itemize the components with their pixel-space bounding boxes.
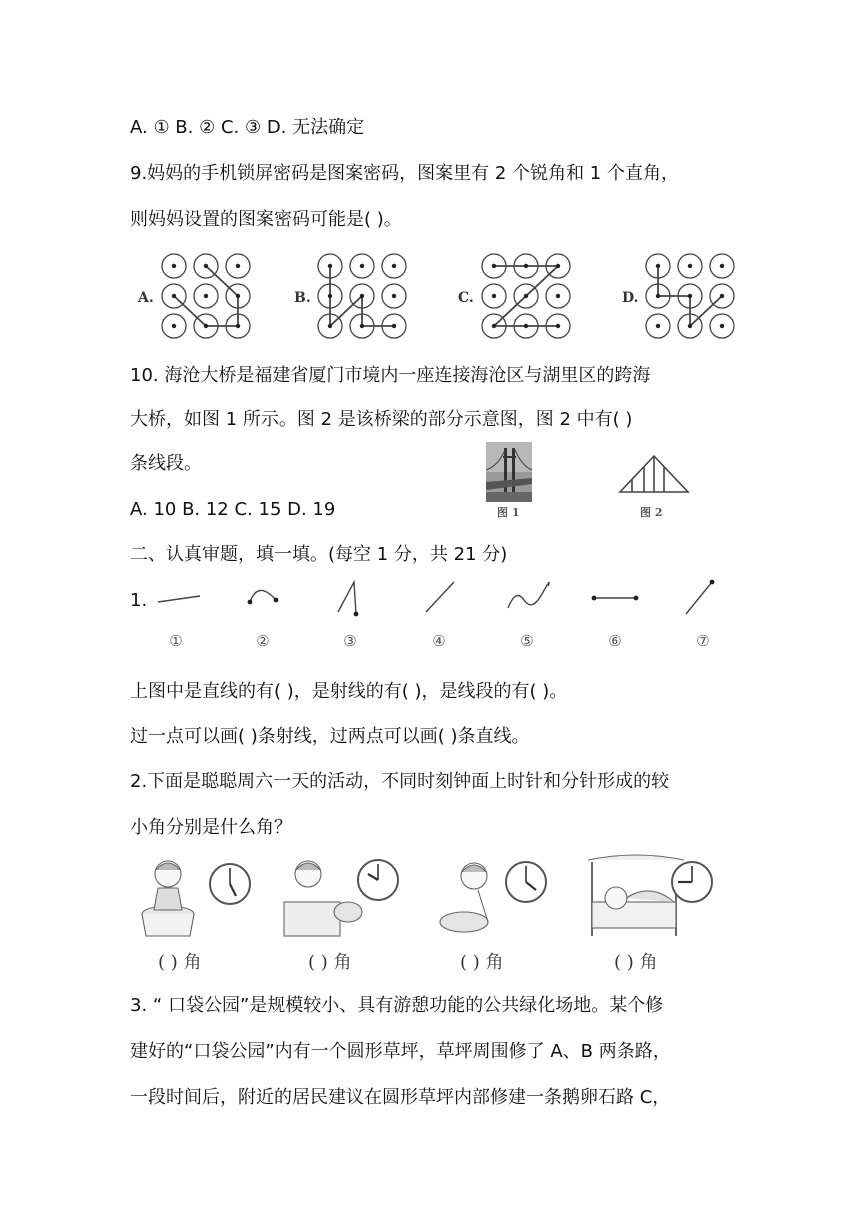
scene-sleeping [588, 855, 684, 936]
question-1-fill-line2: 过一点可以画( )条射线，过两点可以画( )条直线。 [130, 726, 530, 747]
shape-7-ray [686, 582, 712, 614]
shape-4-line [426, 582, 454, 612]
shape-1-line [158, 596, 200, 602]
shape-label-5: ⑤ [520, 632, 534, 650]
question-3-line2: 建好的“口袋公园”内有一个圆形草坪，草坪周围修了 A、B 两条路， [130, 1041, 671, 1062]
question-9-line2: 则妈妈设置的图案密码可能是( )。 [130, 209, 402, 230]
question-3-line1: 3. “ 口袋公园”是规模较小、具有游憩功能的公共绿化场地。某个修 [130, 995, 664, 1016]
question-2-line1: 2.下面是聪聪周六一天的活动，不同时刻钟面上时针和分针形成的较 [130, 771, 670, 792]
clock-3 [506, 862, 546, 902]
shape-label-7: ⑦ [696, 632, 710, 650]
pattern-lock-figures [130, 248, 750, 344]
shape-label-2: ② [256, 632, 270, 650]
activity-illustrations [136, 852, 736, 942]
line-types-figure [150, 574, 740, 658]
question-10-options: A. 10 B. 12 C. 15 D. 19 [130, 499, 336, 520]
shape-label-6: ⑥ [608, 632, 622, 650]
angle-blank-1: ( ) 角 [158, 952, 202, 973]
pattern-label-b: B. [294, 290, 311, 306]
option-line-q8: A. ① B. ② C. ③ D. 无法确定 [130, 117, 365, 138]
angle-blank-3: ( ) 角 [460, 952, 504, 973]
section-2-heading: 二、认真审题，填一填。(每空 1 分，共 21 分) [130, 544, 508, 565]
clock-4 [672, 862, 712, 902]
bridge-truss-diagram [618, 452, 690, 496]
shape-2-curve [250, 590, 276, 602]
shape-3-angle [338, 582, 356, 614]
question-10-line2: 大桥，如图 1 所示。图 2 是该桥梁的部分示意图，图 2 中有( ) [130, 409, 633, 430]
scene-studying [284, 861, 362, 936]
question-2-line2: 小角分别是什么角？ [130, 817, 292, 838]
scene-eating [142, 861, 194, 936]
angle-blank-2: ( ) 角 [308, 952, 352, 973]
angle-blank-4: ( ) 角 [614, 952, 658, 973]
question-10-line1: 10. 海沧大桥是福建省厦门市境内一座连接海沧区与湖里区的跨海 [130, 365, 651, 386]
pattern-label-a: A. [138, 290, 154, 306]
question-1-fill-line1: 上图中是直线的有( )，是射线的有( )，是线段的有( )。 [130, 681, 568, 702]
question-3-line3: 一段时间后，附近的居民建议在圆形草坪内部修建一条鹅卵石路 C， [130, 1087, 671, 1108]
shape-label-1: ① [169, 632, 183, 650]
clock-1 [210, 864, 250, 904]
shape-label-3: ③ [343, 632, 357, 650]
figure-1-caption: 图 1 [497, 506, 520, 519]
clock-2 [358, 860, 398, 900]
pattern-label-c: C. [458, 290, 474, 306]
shape-5-wave [508, 582, 549, 608]
question-10-line3: 条线段。 [130, 453, 202, 474]
pattern-label-d: D. [622, 290, 639, 306]
figure-2-caption: 图 2 [640, 506, 663, 519]
scene-washing [440, 863, 488, 932]
bridge-photo [486, 442, 532, 502]
shape-label-4: ④ [432, 632, 446, 650]
question-1-number: 1. [130, 590, 148, 611]
question-9-line1: 9.妈妈的手机锁屏密码是图案密码，图案里有 2 个锐角和 1 个直角， [130, 163, 679, 184]
